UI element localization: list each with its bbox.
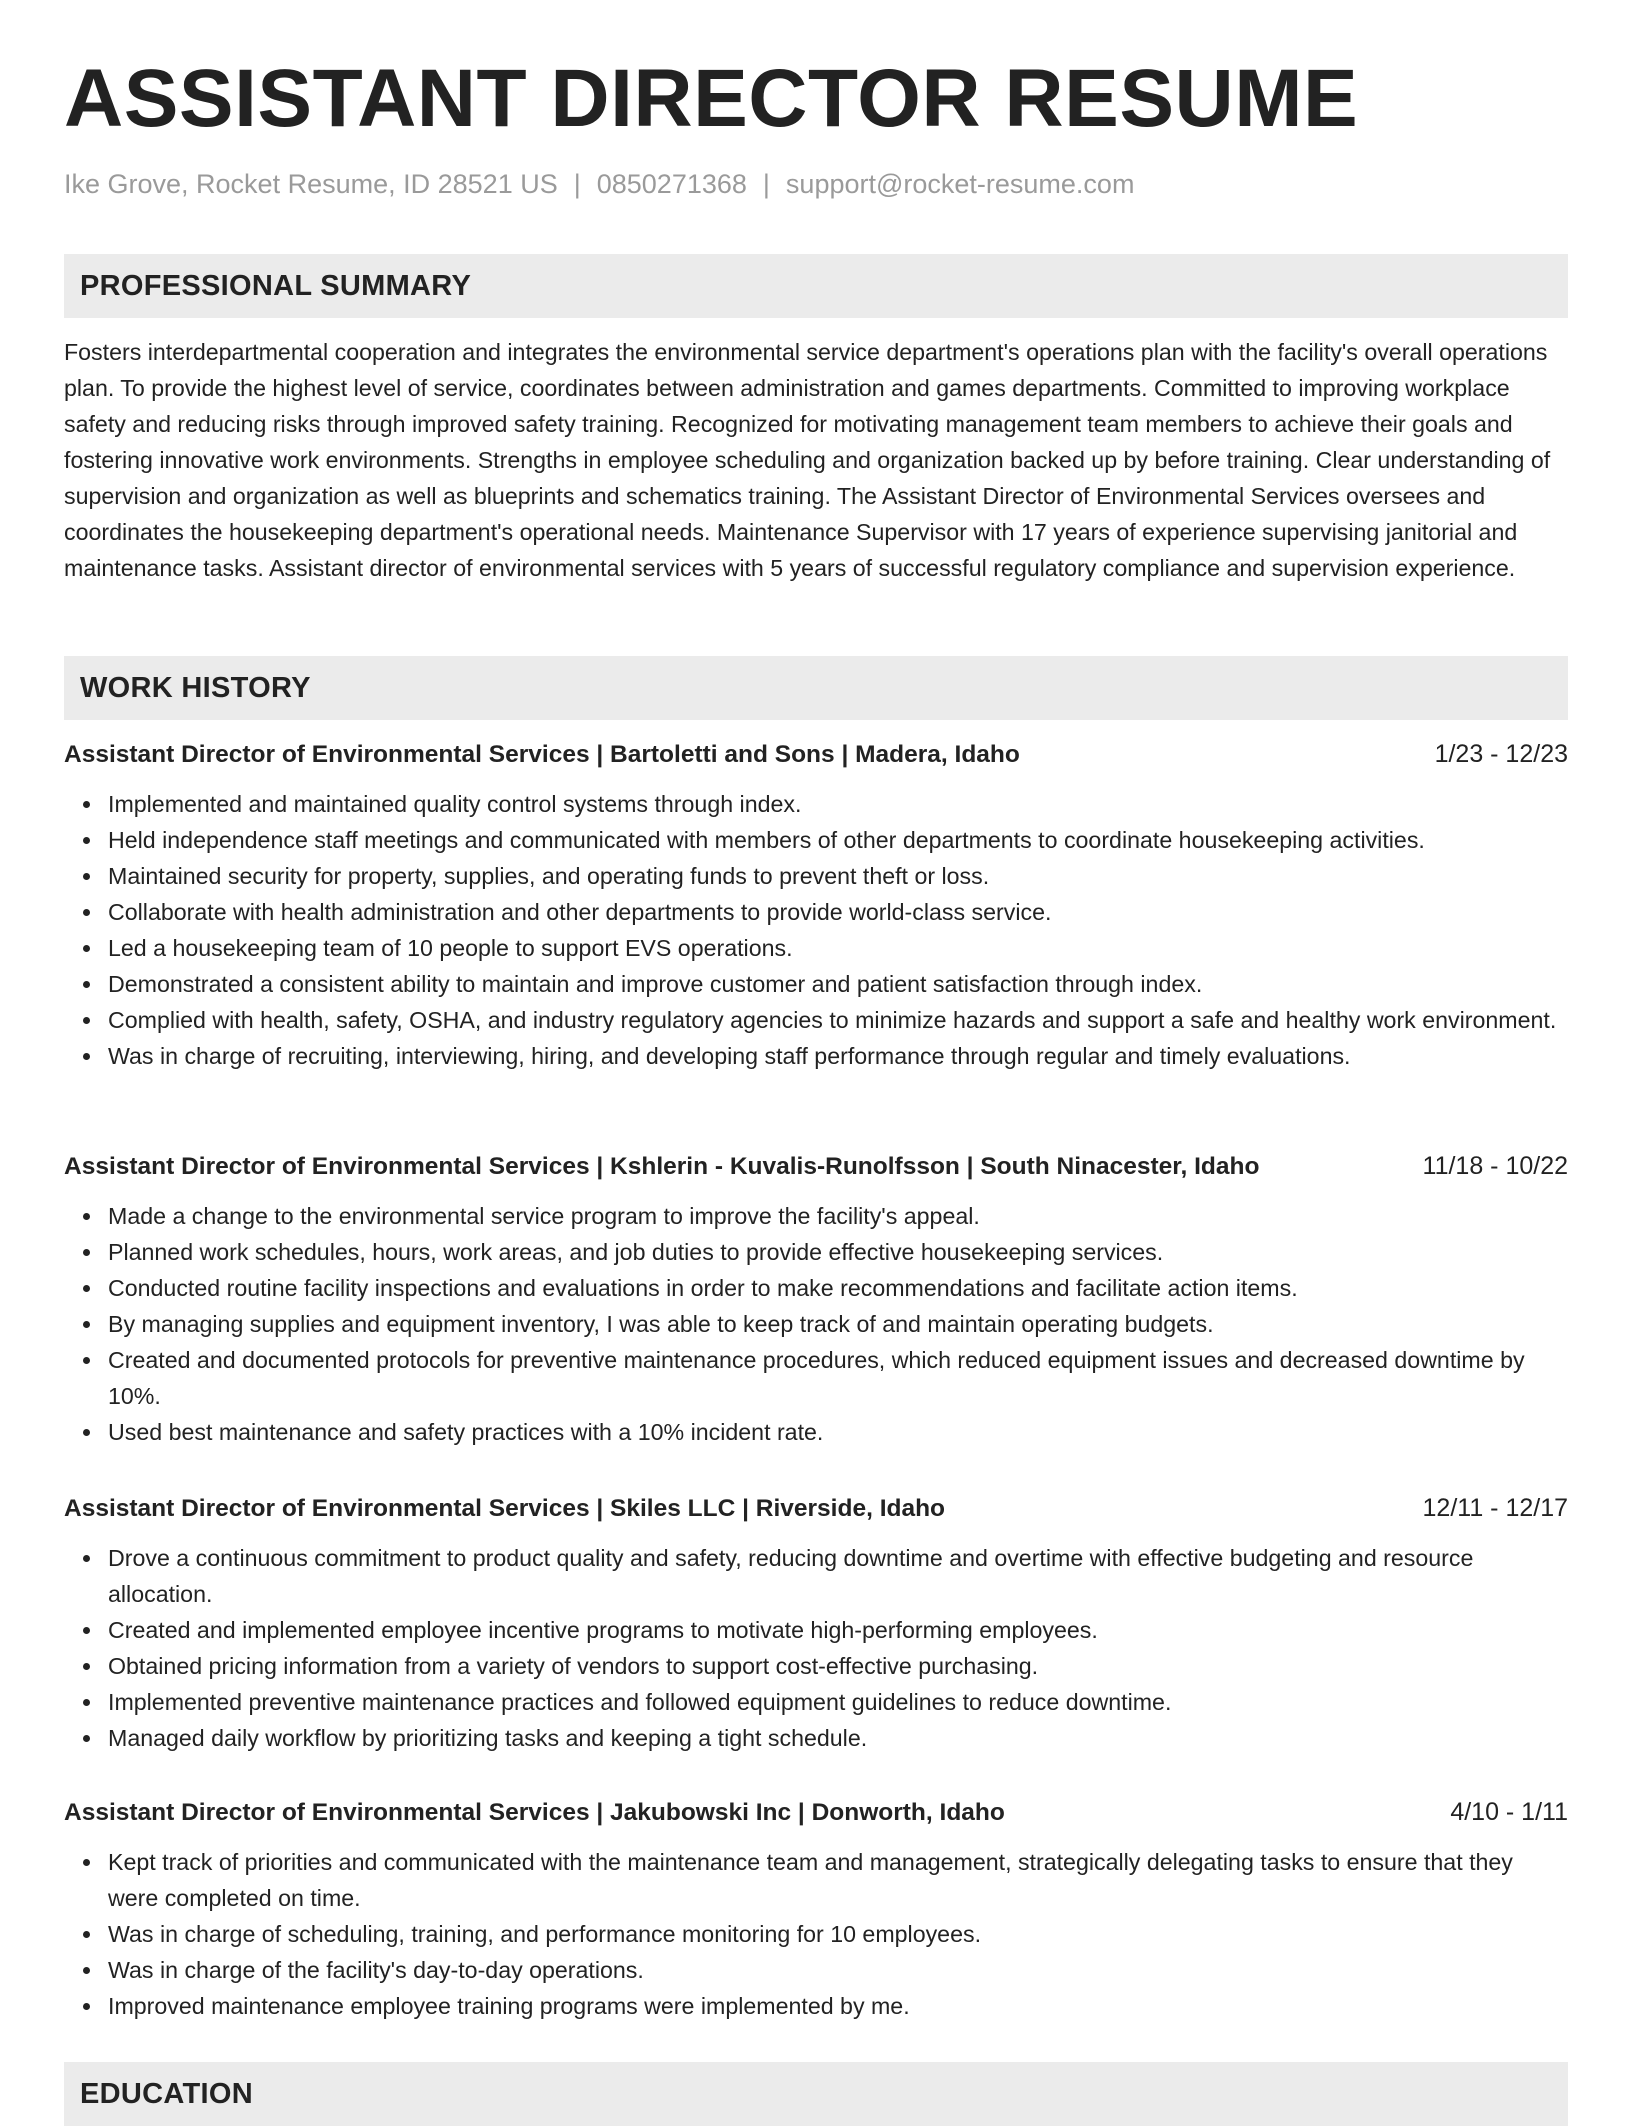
job-bullet: Planned work schedules, hours, work areas, and job duties to provide effective housekeeping services.	[108, 1234, 1568, 1270]
job-bullet: Implemented and maintained quality control systems through index.	[108, 786, 1568, 822]
job-bullets	[64, 1540, 1568, 1756]
job-header	[64, 1148, 1568, 1184]
job-dates: 11/18 - 10/22	[1422, 1152, 1568, 1180]
contact-separator: |	[762, 169, 770, 199]
job-bullet: Made a change to the environmental service program to improve the facility's appeal.	[108, 1198, 1568, 1234]
section-header-education	[64, 2062, 1568, 2126]
contact-address: Ike Grove, Rocket Resume, ID 28521 US	[64, 169, 558, 199]
job-header	[64, 1794, 1568, 1830]
contact-phone: 0850271368	[596, 169, 747, 199]
job-title: Assistant Director of Environmental Services | Bartoletti and Sons | Madera, Idaho	[64, 741, 1020, 768]
job-entry	[64, 1794, 1568, 2024]
job-bullet: Used best maintenance and safety practices with a 10% incident rate.	[108, 1414, 1568, 1450]
section-title: WORK HISTORY	[80, 671, 311, 704]
job-bullet: Was in charge of scheduling, training, and performance monitoring for 10 employees.	[108, 1916, 1568, 1952]
job-bullet: Kept track of priorities and communicated with the maintenance team and management, strategically delegating tasks to ensure that they were completed on time.	[108, 1844, 1568, 1916]
job-title: Assistant Director of Environmental Services | Jakubowski Inc | Donworth, Idaho	[64, 1799, 1005, 1826]
job-entry	[64, 1490, 1568, 1756]
resume-title: ASSISTANT DIRECTOR RESUME	[64, 53, 1359, 144]
job-header	[64, 736, 1568, 772]
job-bullets	[64, 1198, 1568, 1450]
section-title: PROFESSIONAL SUMMARY	[80, 269, 472, 302]
job-bullet: Collaborate with health administration and other departments to provide world-class service.	[108, 894, 1568, 930]
job-bullet: Complied with health, safety, OSHA, and industry regulatory agencies to minimize hazards and support a safe and healthy work environment.	[108, 1002, 1568, 1038]
contact-separator: |	[573, 169, 581, 199]
job-title: Assistant Director of Environmental Services | Skiles LLC | Riverside, Idaho	[64, 1495, 946, 1522]
job-entry	[64, 1148, 1568, 1450]
section-header-work-history	[64, 656, 1568, 720]
job-bullet: Conducted routine facility inspections and evaluations in order to make recommendations and facilitate action items.	[108, 1270, 1568, 1306]
job-bullet: Maintained security for property, supplies, and operating funds to prevent theft or loss.	[108, 858, 1568, 894]
professional-summary-text: Fosters interdepartmental cooperation and integrates the environmental service department's operations plan with the facility's overall operations plan. To provide the highest level of service, coordinates between administration and games departments. Committed to improving workplace safety and reducing risks through improved safety training. Recognized for motivating management team members to achieve their goals and fostering innovative work environments. Strengths in employee scheduling and organization backed up by before training. Clear understanding of supervision and organization as well as blueprints and schematics training. The Assistant Director of Environmental Services oversees and coordinates the housekeeping department's operational needs. Maintenance Supervisor with 17 years of experience supervising janitorial and maintenance tasks. Assistant director of environmental services with 5 years of successful regulatory compliance and supervision experience.	[64, 339, 1551, 581]
job-bullet: Demonstrated a consistent ability to maintain and improve customer and patient satisfaction through index.	[108, 966, 1568, 1002]
contact-email[interactable]: support@rocket-resume.com	[785, 169, 1135, 199]
job-title: Assistant Director of Environmental Services | Kshlerin - Kuvalis-Runolfsson | South Ninacester, Idaho	[64, 1153, 1260, 1180]
job-bullet: Created and documented protocols for preventive maintenance procedures, which reduced equipment issues and decreased downtime by 10%.	[108, 1342, 1568, 1414]
job-dates: 1/23 - 12/23	[1434, 740, 1568, 768]
job-bullet: Implemented preventive maintenance practices and followed equipment guidelines to reduce downtime.	[108, 1684, 1568, 1720]
job-bullets	[64, 786, 1568, 1074]
job-dates: 12/11 - 12/17	[1422, 1494, 1568, 1522]
job-bullet: Managed daily workflow by prioritizing tasks and keeping a tight schedule.	[108, 1720, 1568, 1756]
job-bullet: Was in charge of recruiting, interviewing, hiring, and developing staff performance through regular and timely evaluations.	[108, 1038, 1568, 1074]
job-entry	[64, 736, 1568, 1074]
job-bullet: Held independence staff meetings and communicated with members of other departments to coordinate housekeeping activities.	[108, 822, 1568, 858]
section-title: EDUCATION	[80, 2077, 253, 2110]
job-bullet: Drove a continuous commitment to product quality and safety, reducing downtime and overtime with effective budgeting and resource allocation.	[108, 1540, 1568, 1612]
job-bullet: Was in charge of the facility's day-to-day operations.	[108, 1952, 1568, 1988]
job-bullet: Led a housekeeping team of 10 people to support EVS operations.	[108, 930, 1568, 966]
job-dates: 4/10 - 1/11	[1450, 1798, 1568, 1826]
contact-line	[64, 168, 1134, 200]
section-header-professional-summary	[64, 254, 1568, 318]
job-bullet: By managing supplies and equipment inventory, I was able to keep track of and maintain operating budgets.	[108, 1306, 1568, 1342]
job-header	[64, 1490, 1568, 1526]
job-bullet: Created and implemented employee incentive programs to motivate high-performing employees.	[108, 1612, 1568, 1648]
job-bullet: Improved maintenance employee training programs were implemented by me.	[108, 1988, 1568, 2024]
job-bullet: Obtained pricing information from a variety of vendors to support cost-effective purchasing.	[108, 1648, 1568, 1684]
job-bullets	[64, 1844, 1568, 2024]
